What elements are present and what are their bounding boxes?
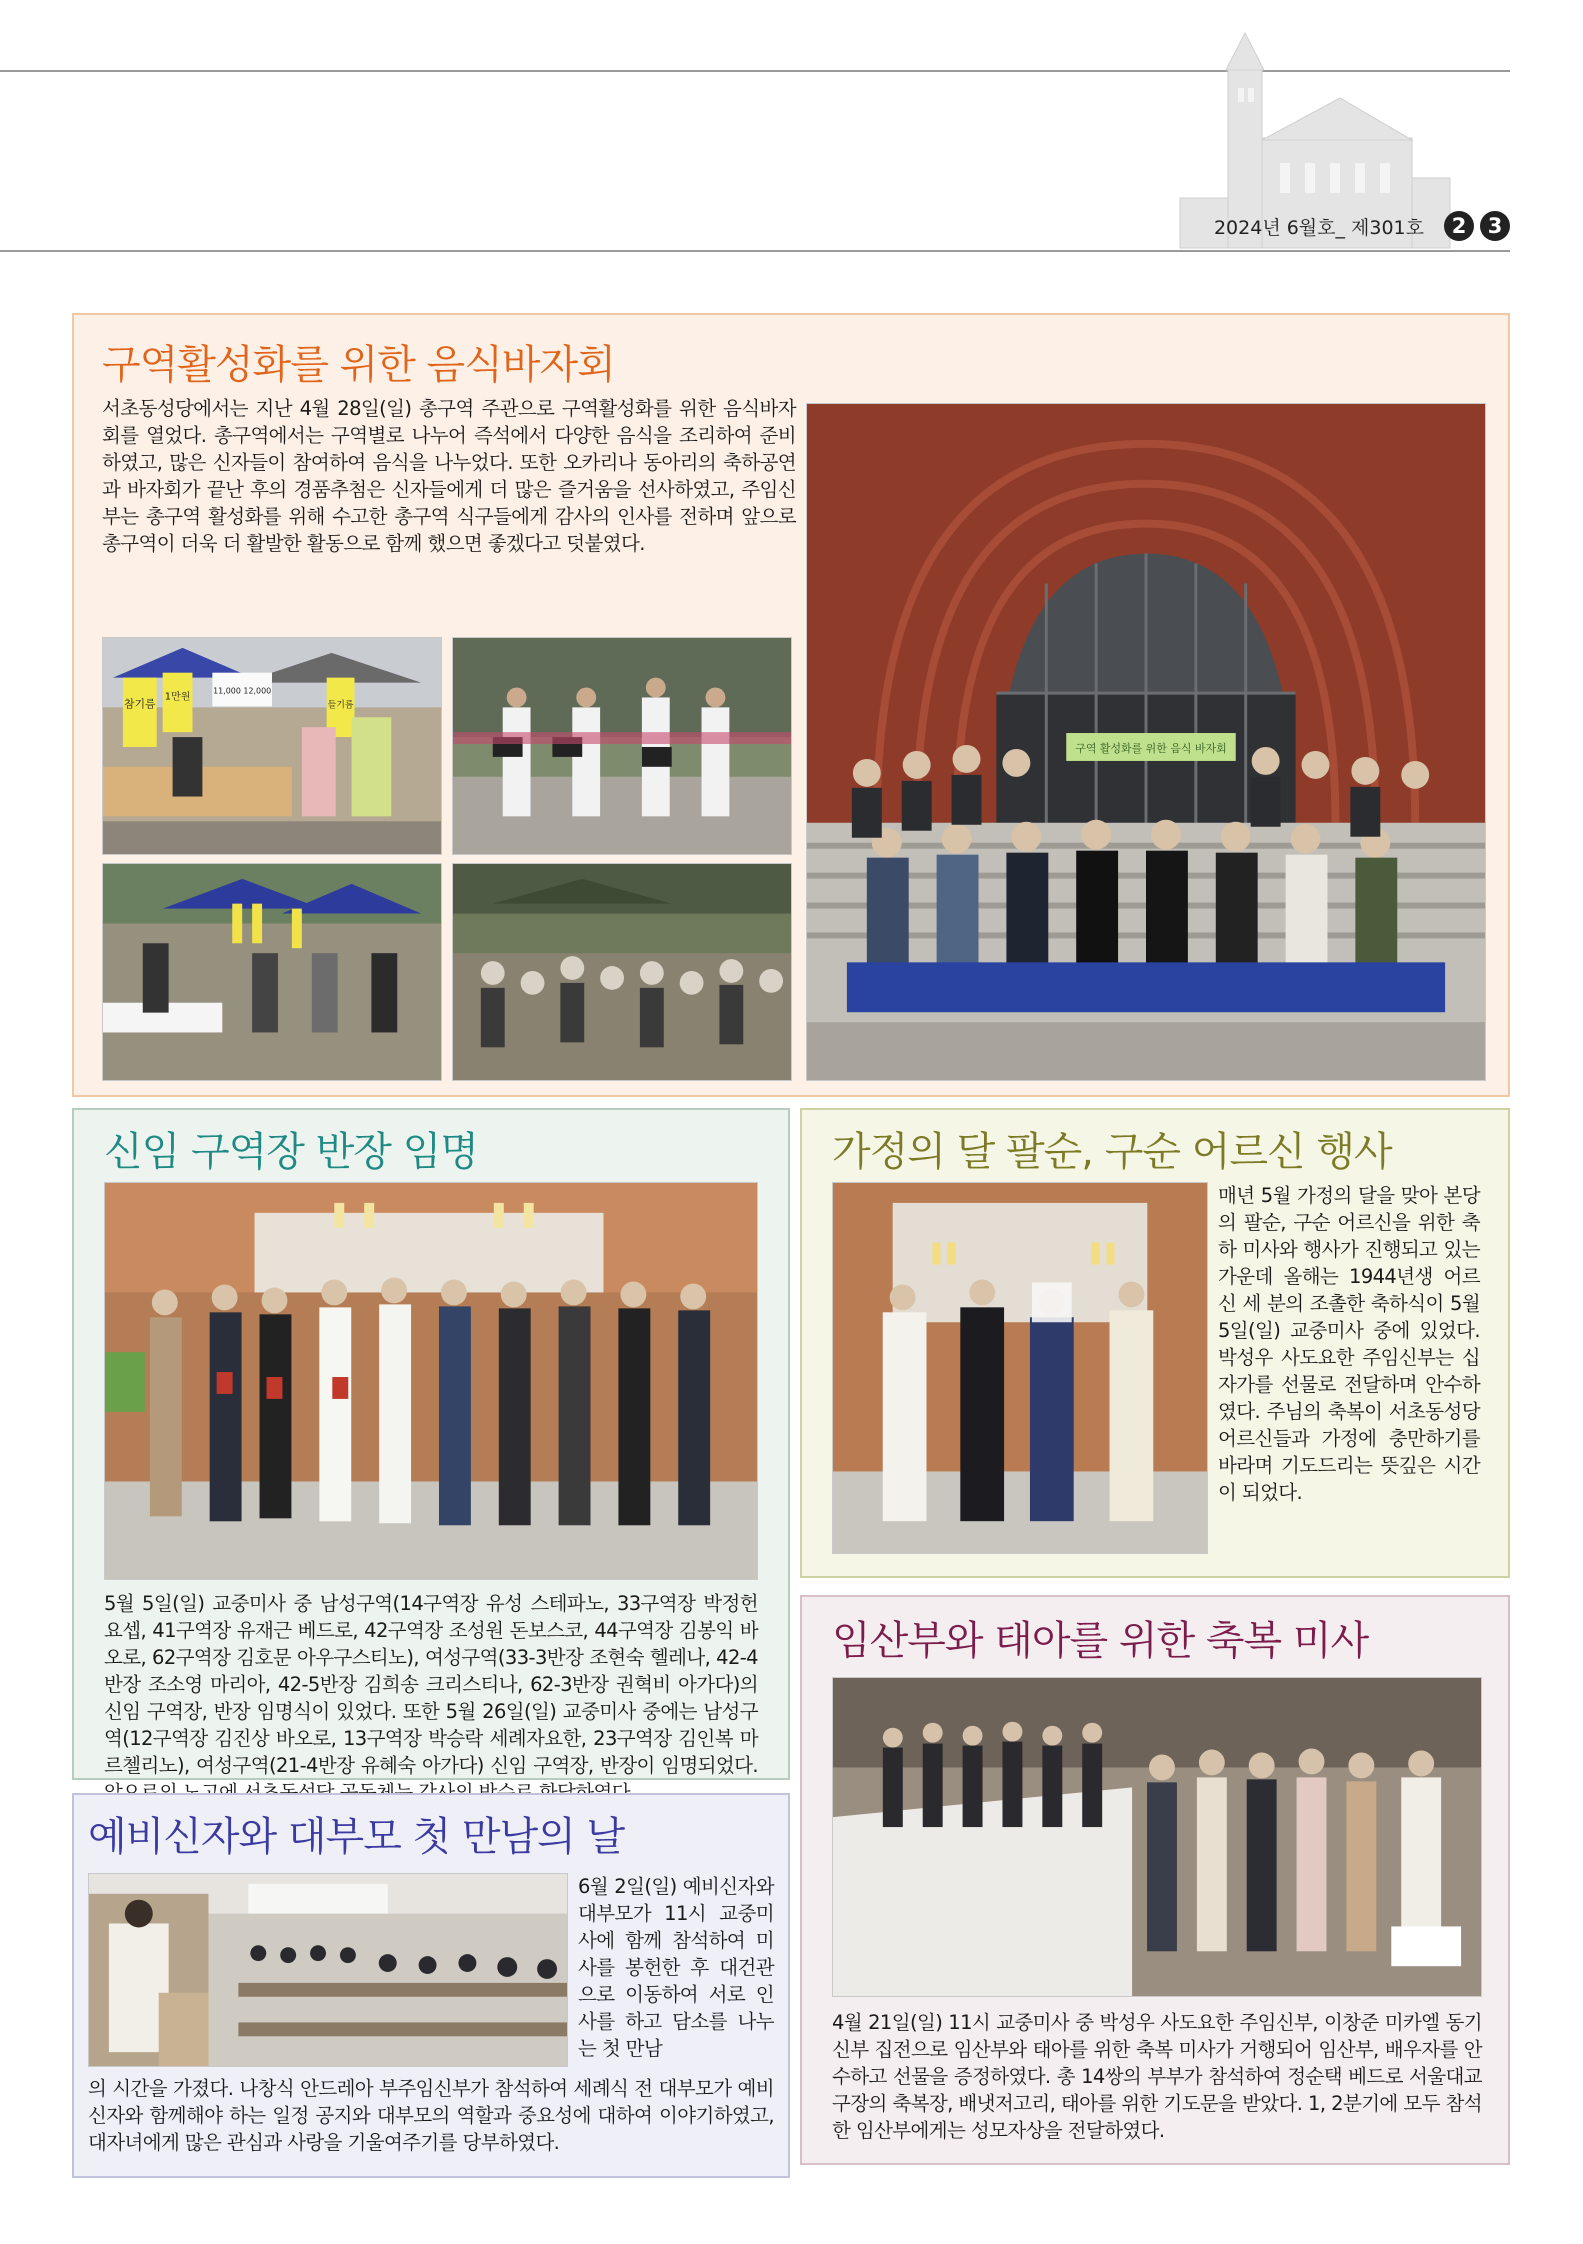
article-title: 구역활성화를 위한 음식바자회 [102, 342, 615, 388]
article-food-bazaar [72, 313, 1510, 1097]
issue-info [1110, 206, 1510, 246]
issue-date: 2024년 6월호_ [1213, 216, 1346, 239]
photo-catechumen-meeting [88, 1873, 568, 2067]
article-title: 임산부와 태아를 위한 축복 미사 [832, 1618, 1369, 1664]
article-body-bottom: 의 시간을 가졌다. 나창식 안드레아 부주임신부가 참석하여 세례식 전 대부모가 예비신자와 함께해야 하는 일정 공지와 대부모의 역할과 중요성에 대하여 이야기하였고, 대자녀에게 많은 관심과 사랑을 기울여주기를 당부하였다. [88, 2077, 774, 2154]
header-rule-bottom [0, 250, 1510, 252]
article-title: 가정의 달 팔순, 구순 어르신 행사 [832, 1129, 1392, 1175]
article-elders [800, 1108, 1510, 1578]
photo-group-church-front [806, 403, 1486, 1081]
article-body: 서초동성당에서는 지난 4월 28일(일) 총구역 주관으로 구역활성화를 위한 음식바자회를 열었다. 총구역에서는 구역별로 나누어 즉석에서 다양한 음식을 조리하여 준비하였고, 많은 신자들이 참여하여 음식을 나누었다. 또한 오카리나 동아리의 축하공연과 바자회가 끝난 후의 경품추첨은 신자들에게 더 많은 즐거움을 선사하였고, 주임신부는 총구역 활성화를 위해 수고한 총구역 식구들에게 감사의 인사를 전하며 앞으로 총구역이 더욱 더 활발한 활동으로 함께 했으면 좋겠다고 덧붙였다. [102, 397, 796, 555]
page-number-right: 3 [1480, 211, 1510, 241]
article-title: 신임 구역장 반장 임명 [104, 1129, 478, 1175]
photo-ocarina-performance [452, 637, 792, 855]
stall-sign-price: 1만원 [164, 691, 191, 703]
photo-bazaar-crowd [452, 863, 792, 1081]
article-title: 예비신자와 대부모 첫 만남의 날 [88, 1814, 625, 1860]
article-body: 매년 5월 가정의 달을 맞아 본당의 팔순, 구순 어르신을 위한 축하 미사와 행사가 진행되고 있는 가운데 올해는 1944년생 어르신 세 분의 조촐한 축하식이 5월 5일(일) 교중미사 중에 있었다. 박성우 사도요한 주임신부는 십자가를 선물로 전달하며 안수하였다. 주님의 축복이 서초동성당 어르신들과 가정에 충만하기를 바라며 기도드리는 뜻깊은 시간이 되었다. [1218, 1184, 1480, 1504]
page-number-left: 2 [1444, 211, 1474, 241]
group-banner-text: 구역 활성화를 위한 음식 바자회 [1075, 741, 1227, 755]
article-body: 4월 21일(일) 11시 교중미사 중 박성우 사도요한 주임신부, 이창준 미카엘 동기 신부 집전으로 임산부와 태아를 위한 축복 미사가 거행되어 임산부, 배우자를 안수하고 선물을 증정하였다. 총 14쌍의 부부가 참석하여 정순택 베드로 서울대교구장의 축복장, 배냇저고리, 태아를 위한 기도문을 받았다. 1, 2분기에 모두 참석한 임산부에게는 성모자상을 전달하였다. [832, 2011, 1482, 2142]
photo-elders-blessing [832, 1182, 1208, 1554]
article-body: 5월 5일(일) 교중미사 중 남성구역(14구역장 유성 스테파노, 33구역장 박정헌 요셉, 41구역장 유재근 베드로, 42구역장 조성원 돈보스코, 44구역장 김봉익 바오로, 62구역장 김호문 아우구스티노), 여성구역(33-3반장 조현숙 헬레나, 42-4반장 조소영 마리아, 42-5반장 김희송 크리스티나, 62-3반장 권혁비 아가다)의 신임 구역장, 반장 임명식이 있었다. 또한 5월 26일(일) 교중미사 중에는 남성구역(12구역장 김진상 바오로, 13구역장 박승락 세례자요한, 23구역장 김인복 마르첼리노), 여성구역(21-4반장 유혜숙 아가다) 신임 구역장, 반장이 임명되었다. [104, 1592, 758, 1777]
photo-bazaar-tents [102, 863, 442, 1081]
article-body-top: 6월 2일(일) 예비신자와 대부모가 11시 교중미사에 함께 참석하여 미사를 봉헌한 후 대건관으로 이동하여 서로 인사를 하고 담소를 나누는 첫 만남 [578, 1875, 774, 2060]
stall-sign-sesame: 참기름 [123, 697, 156, 711]
article-catechumen-meeting [72, 1793, 790, 2178]
photo-leaders-ceremony [104, 1182, 758, 1580]
photo-pregnant-blessing [832, 1677, 1482, 1997]
article-new-leaders [72, 1108, 790, 1780]
photo-food-stall [102, 637, 442, 855]
article-pregnant-blessing [800, 1595, 1510, 2165]
stall-sign-perilla: 들기름 [327, 700, 354, 711]
stall-price-board: 11,000 12,000 [213, 686, 272, 696]
issue-number: 제301호 [1351, 216, 1424, 239]
